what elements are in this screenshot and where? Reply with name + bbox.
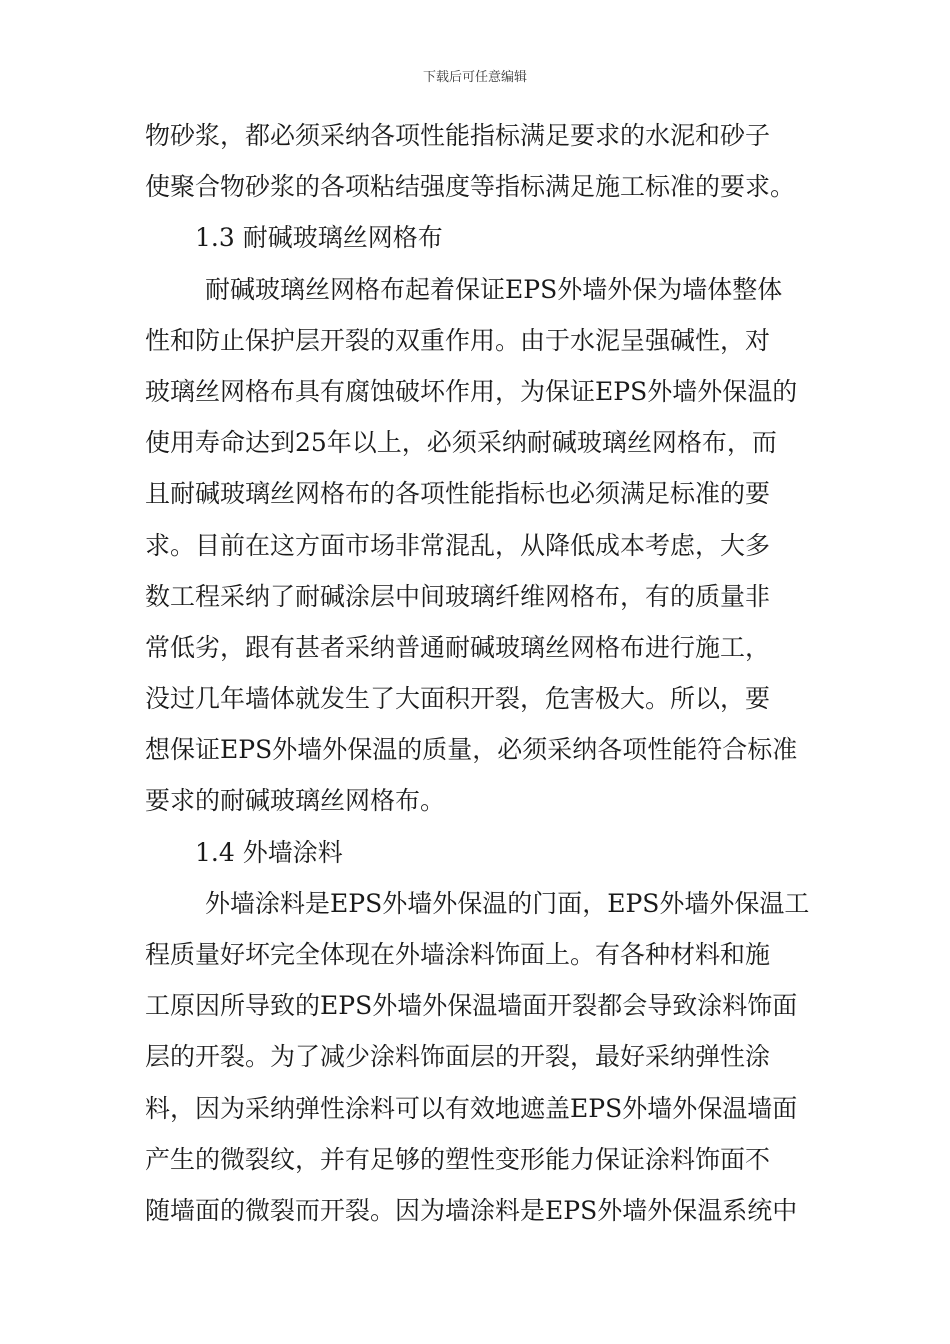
text-line: 且耐碱玻璃丝网格布的各项性能指标也必须满足标准的要 — [145, 479, 771, 509]
text-line: 外墙涂料是EPS外墙外保温的门面，EPS外墙外保温工 — [205, 888, 810, 918]
text-line: 使聚合物砂浆的各项粘结强度等指标满足施工标准的要求。 — [145, 172, 796, 202]
text-line: 层的开裂。为了减少涂料饰面层的开裂，最好采纳弹性涂 — [145, 1042, 771, 1072]
text-line: 耐碱玻璃丝网格布起着保证EPS外墙外保为墙体整体 — [205, 274, 783, 304]
text-line: 使用寿命达到25年以上，必须采纳耐碱玻璃丝网格布，而 — [145, 428, 777, 458]
text-line: 程质量好坏完全体现在外墙涂料饰面上。有各种材料和施 — [145, 940, 771, 969]
text-line: 玻璃丝网格布具有腐蚀破坏作用，为保证EPS外墙外保温的 — [145, 376, 798, 406]
text-line: 要求的耐碱玻璃丝网格布。 — [145, 786, 446, 816]
page-header: 下载后可任意编辑 — [422, 70, 527, 85]
document-body — [0, 110, 950, 1236]
text-line: 没过几年墙体就发生了大面积开裂，危害极大。所以，要 — [145, 684, 771, 714]
text-line: 常低劣，跟有甚者采纳普通耐碱玻璃丝网格布进行施工， — [145, 632, 771, 662]
section-heading-1-3: 1.3 耐碱玻璃丝网格布 — [195, 223, 443, 253]
text-line: 产生的微裂纹，并有足够的塑性变形能力保证涂料饰面不 — [145, 1144, 771, 1174]
text-line: 求。目前在这方面市场非常混乱，从降低成本考虑，大多 — [145, 530, 771, 560]
text-line: 随墙面的微裂而开裂。因为墙涂料是EPS外墙外保温系统中 — [145, 1195, 798, 1225]
text-line: 工原因所导致的EPS外墙外保温墙面开裂都会导致涂料饰面 — [145, 991, 798, 1021]
section-heading-1-4: 1.4 外墙涂料 — [195, 837, 343, 867]
text-line: 性和防止保护层开裂的双重作用。由于水泥呈强碱性，对 — [145, 325, 771, 355]
text-line: 想保证EPS外墙外保温的质量，必须采纳各项性能符合标准 — [145, 735, 798, 765]
text-line: 料，因为采纳弹性涂料可以有效地遮盖EPS外墙外保温墙面 — [145, 1093, 798, 1123]
text-line: 数工程采纳了耐碱涂层中间玻璃纤维网格布，有的质量非 — [145, 581, 771, 611]
text-line: 物砂浆，都必须采纳各项性能指标满足要求的水泥和砂子 — [145, 121, 771, 150]
